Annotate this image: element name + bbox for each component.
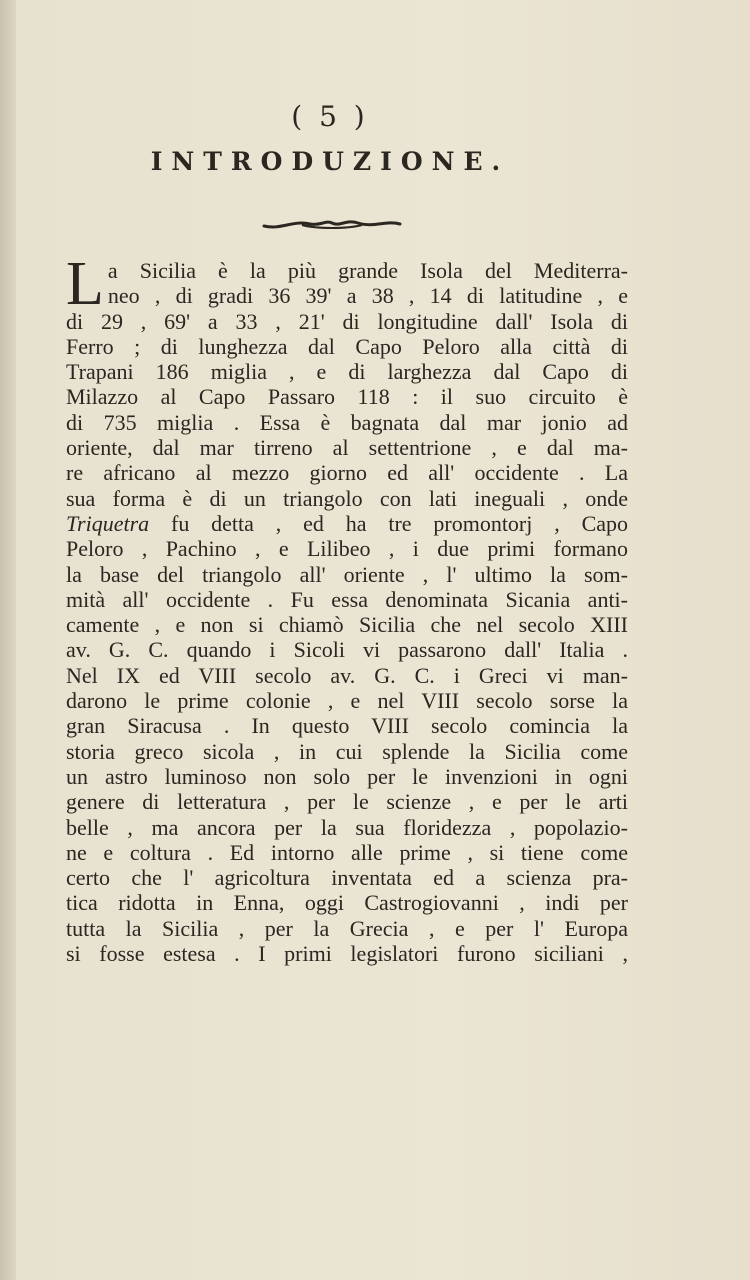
text-line: av. G. C. quando i Sicoli vi passarono dall' Italia . xyxy=(66,637,628,663)
ornamental-rule-icon xyxy=(262,214,402,236)
text-line: Peloro , Pachino , e Lilibeo , i due primi formano xyxy=(66,536,628,562)
text-line: mità all' occidente . Fu essa denominata Sicania anti- xyxy=(66,586,628,612)
text-line: un astro luminoso non solo per le invenzioni in ogni xyxy=(66,763,628,789)
text-line: re africano al mezzo giorno ed all' occidente . La xyxy=(66,460,628,486)
text-line-with-italic xyxy=(66,511,628,536)
text-line-rest: fu detta , ed ha tre promontorj , Capo xyxy=(171,510,629,536)
introduction-paragraph xyxy=(66,250,629,967)
text-line: di 29 , 69' a 33 , 21' di longitudine dall' Isola di xyxy=(66,308,628,334)
text-line: Trapani 186 miglia , e di larghezza dal Capo di xyxy=(66,359,628,385)
text-line: ne e coltura . Ed intorno alle prime , si tiene come xyxy=(66,839,628,865)
page-binding-edge xyxy=(0,0,16,1280)
text-line: si fosse estesa . I primi legislatori furono siciliani , xyxy=(66,941,628,967)
text-line: belle , ma ancora per la sua floridezza , popolazio- xyxy=(66,814,628,840)
text-line: gran Siracusa . In questo VIII secolo comincia la xyxy=(66,713,628,739)
text-line: certo che l' agricoltura inventata ed a scienza pra- xyxy=(66,865,628,891)
italic-word: Triquetra xyxy=(66,510,150,536)
drop-cap: L xyxy=(66,250,104,318)
text-line: genere di letteratura , per le scienze , e per le arti xyxy=(66,789,628,815)
text-line: la base del triangolo all' oriente , l' ultimo la som- xyxy=(66,561,628,587)
text-line: a Sicilia è la più grande Isola del Mediterra- xyxy=(107,258,628,283)
text-line: di 735 miglia . Essa è bagnata dal mar jonio ad xyxy=(66,409,628,435)
text-line: neo , di gradi 36 39' a 38 , 14 di latitudine , e xyxy=(107,283,628,309)
text-line: oriente, dal mar tirreno al settentrione , e dal ma- xyxy=(66,435,628,461)
text-line: sua forma è di un triangolo con lati ineguali , onde xyxy=(66,485,628,511)
page-number: ( 5 ) xyxy=(291,100,369,133)
text-line: Nel IX ed VIII secolo av. G. C. i Greci vi man- xyxy=(66,662,628,688)
text-line: storia greco sicola , in cui splende la Sicilia come xyxy=(66,738,628,764)
chapter-title: INTRODUZIONE. xyxy=(150,147,510,176)
text-line: Ferro ; di lunghezza dal Capo Peloro alla città di xyxy=(66,333,628,359)
text-line: tica ridotta in Enna, oggi Castrogiovanni , indi per xyxy=(66,890,628,916)
text-line: Milazzo al Capo Passaro 118 : il suo circuito è xyxy=(66,384,628,410)
text-line: tutta la Sicilia , per la Grecia , e per l' Europa xyxy=(66,915,628,941)
text-line: camente , e non si chiamò Sicilia che nel secolo XIII xyxy=(66,612,628,638)
text-line: darono le prime colonie , e nel VIII secolo sorse la xyxy=(66,688,628,714)
